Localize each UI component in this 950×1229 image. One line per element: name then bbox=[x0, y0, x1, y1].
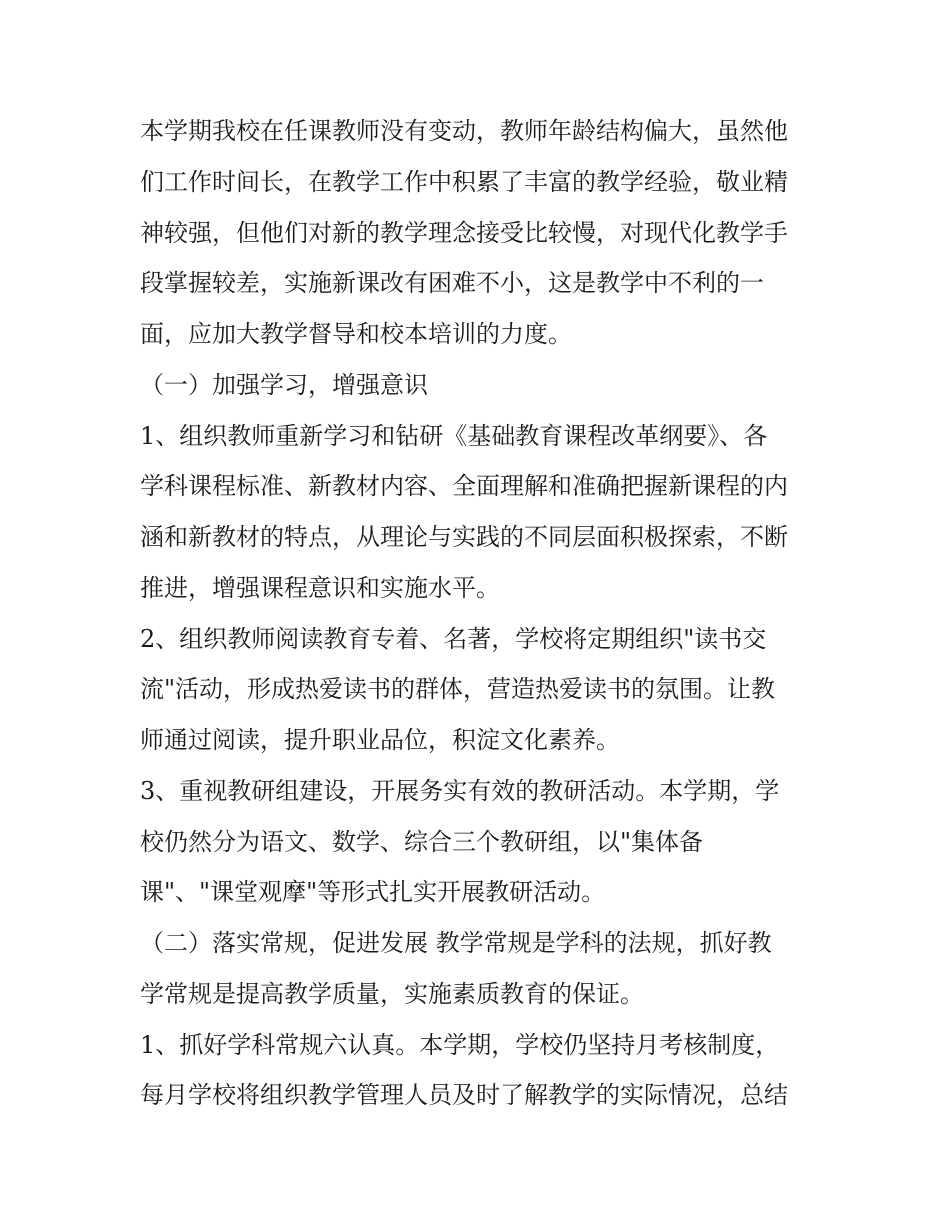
paragraph-line: 1、抓好学科常规六认真。本学期，学校仍坚持月考核制度， bbox=[140, 1030, 780, 1059]
paragraph-line: 段掌握较差，实施新课改有困难不小，这是教学中不利的一 bbox=[140, 269, 764, 298]
paragraph-line: 学常规是提高教学质量，实施素质教育的保证。 bbox=[140, 979, 644, 1008]
paragraph-line: 课"、"课堂观摩"等形式扎实开展教研活动。 bbox=[140, 878, 606, 907]
paragraph-line: 2、组织教师阅读教育专着、名著，学校将定期组织"读书交 bbox=[140, 624, 767, 653]
section-heading: （一）加强学习，增强意识 bbox=[140, 370, 428, 399]
paragraph-line: 神较强，但他们对新的教学理念接受比较慢，对现代化教学手 bbox=[140, 218, 788, 247]
paragraph-line: 1、组织教师重新学习和钻研《基础教育课程改革纲要》、各 bbox=[140, 421, 768, 450]
paragraph-line: 流"活动，形成热爱读书的群体，营造热爱读书的氛围。让教 bbox=[140, 675, 776, 704]
paragraph-line: 师通过阅读，提升职业品位，积淀文化素养。 bbox=[140, 726, 620, 754]
paragraph-line: 涵和新教材的特点，从理论与实践的不同层面积极探索，不断 bbox=[140, 523, 788, 551]
document-body bbox=[140, 106, 820, 1121]
paragraph-line: 校仍然分为语文、数学、综合三个教研组，以"集体备 bbox=[140, 827, 704, 856]
paragraph-line: 本学期我校在任课教师没有变动，教师年龄结构偏大，虽然他 bbox=[140, 117, 788, 145]
section-heading: （二）落实常规，促进发展 教学常规是学科的法规，抓好教 bbox=[140, 929, 772, 957]
paragraph-line: 每月学校将组织教学管理人员及时了解教学的实际情况，总结 bbox=[140, 1081, 788, 1110]
paragraph-line: 学科课程标准、新教材内容、全面理解和准确把握新课程的内 bbox=[140, 472, 788, 501]
paragraph-line: 3、重视教研组建设，开展务实有效的教研活动。本学期，学 bbox=[140, 776, 780, 805]
paragraph-line: 们工作时间长，在教学工作中积累了丰富的教学经验，敬业精 bbox=[140, 167, 788, 196]
paragraph-line: 推进，增强课程意识和实施水平。 bbox=[140, 573, 500, 602]
paragraph-line: 面，应加大教学督导和校本培训的力度。 bbox=[140, 320, 572, 348]
